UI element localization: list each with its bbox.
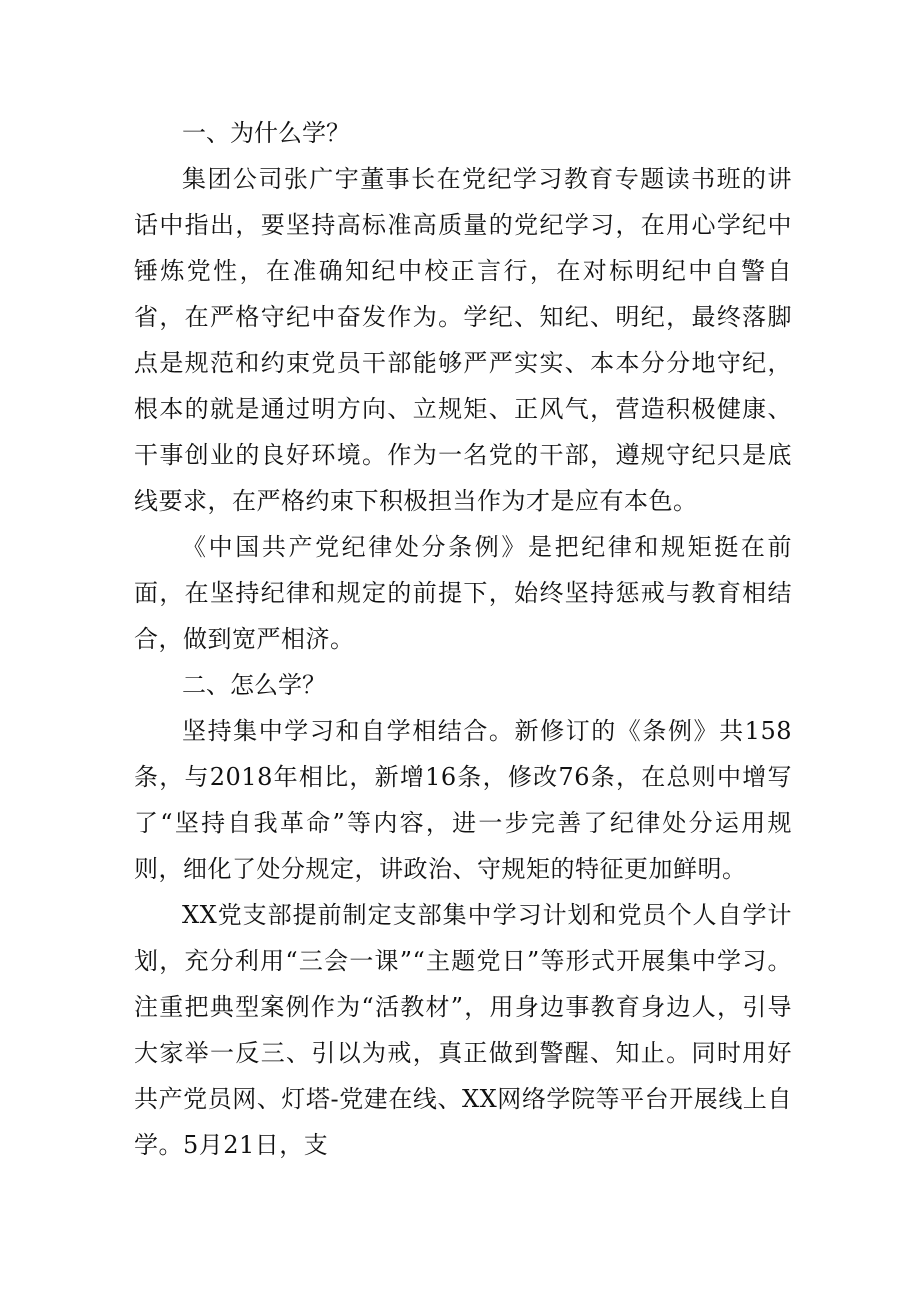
paragraph-combined-study: 坚持集中学习和自学相结合。新修订的《条例》共158条，与2018年相比，新增16条，修改76条，在总则中增写了“坚持自我革命”等内容，进一步完善了纪律处分运用规则，细化了处分规定，讲政治、守规矩的特征更加鲜明。: [134, 717, 792, 883]
section-heading-how: 二、怎么学？: [182, 671, 326, 699]
paragraph-branch-plan: XX党支部提前制定支部集中学习计划和党员个人自学计划，充分利用“三会一课”“主题党日”等形式开展集中学习。注重把典型案例作为“活教材”，用身边事教育身边人，引导大家举一反三、引以为戒，真正做到警醒、知止。同时用好共产党员网、灯塔-党建在线、XX网络学院等平台开展线上自学。5月21日，支: [134, 901, 792, 1159]
paragraph-why-study: 集团公司张广宇董事长在党纪学习教育专题读书班的讲话中指出，要坚持高标准高质量的党纪学习，在用心学纪中锤炼党性，在准确知纪中校正言行，在对标明纪中自警自省，在严格守纪中奋发作为。学纪、知纪、明纪，最终落脚点是规范和约束党员干部能够严严实实、本本分分地守纪，根本的就是通过明方向、立规矩、正风气，营造积极健康、干事创业的良好环境。作为一名党的干部，遵规守纪只是底线要求，在严格约束下积极担当作为才是应有本色。: [134, 165, 792, 515]
paragraph-regulations: 《中国共产党纪律处分条例》是把纪律和规矩挺在前面，在坚持纪律和规定的前提下，始终坚持惩戒与教育相结合，做到宽严相济。: [134, 533, 792, 653]
section-heading-why: 一、为什么学？: [182, 119, 350, 147]
